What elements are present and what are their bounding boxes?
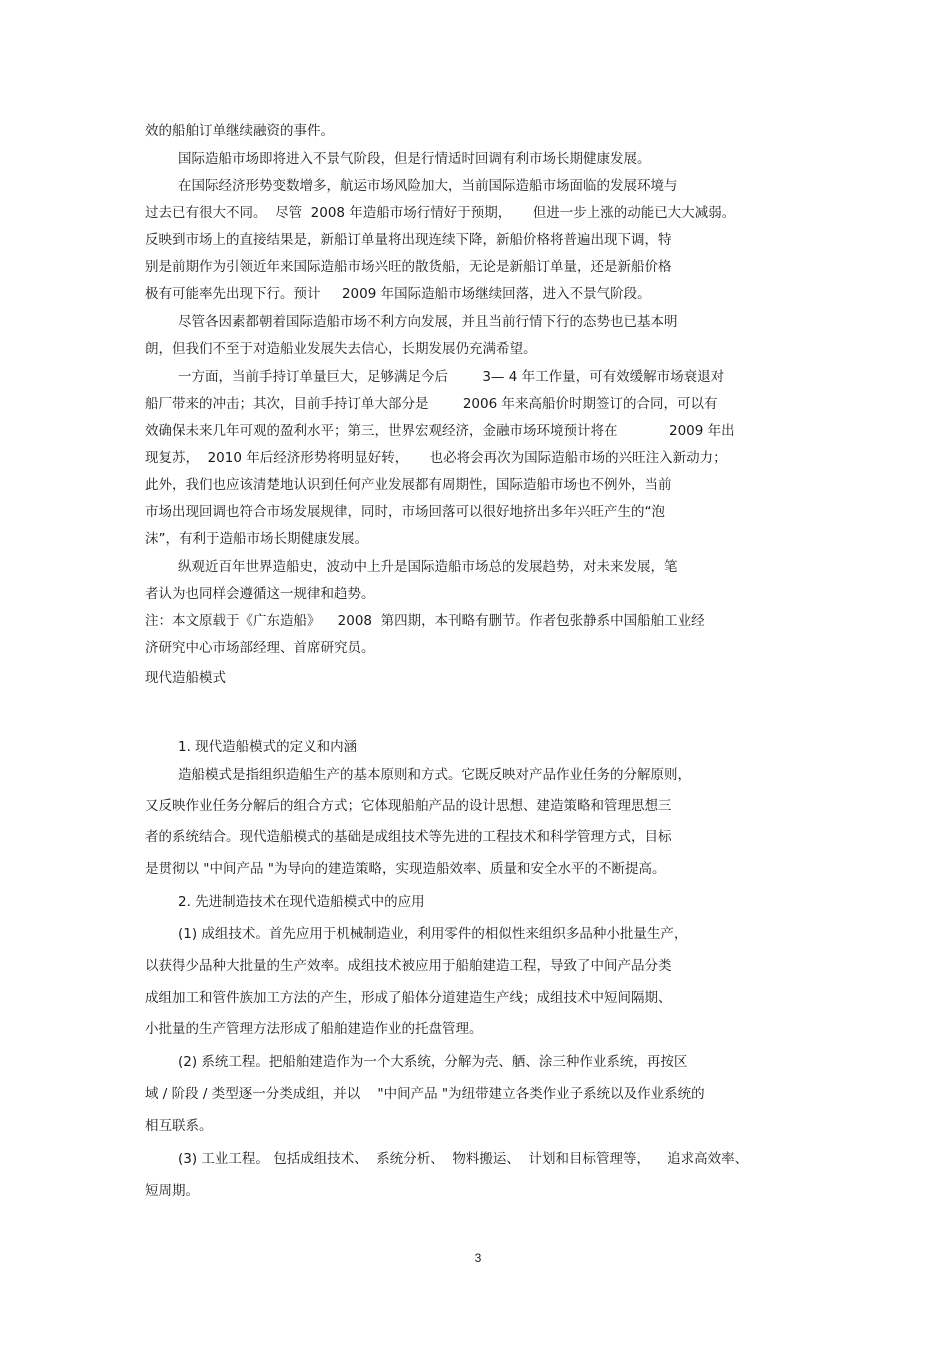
text-line: 国际造船市场即将进入不景气阶段，但是行情适时回调有利市场长期健康发展。: [178, 151, 651, 167]
text-line: 小批量的生产管理方法形成了船舶建造作业的托盘管理。: [145, 1021, 483, 1037]
section-heading: 现代造船模式: [145, 670, 226, 686]
note-line: 济研究中心市场部经理、首席研究员。: [145, 640, 375, 656]
text-line: 过去已有很大不同。 尽管 2008 年造船市场行情好于预期， 但进一步上涨的动能已大大减弱。: [145, 205, 736, 221]
text-line: 成组加工和管件族加工方法的产生，形成了船体分道建造生产线；成组技术中短间隔期、: [145, 990, 672, 1006]
page-number: 3: [474, 1251, 482, 1265]
text-line: 船厂带来的冲击；其次，目前手持订单大部分是 2006 年来高船价时期签订的合同，可以有: [145, 396, 718, 412]
subsection-heading: 2. 先进制造技术在现代造船模式中的应用: [178, 894, 425, 910]
subsection-heading: 1. 现代造船模式的定义和内涵: [178, 739, 358, 755]
text-line: 在国际经济形势变数增多，航运市场风险加大，当前国际造船市场面临的发展环境与: [178, 178, 678, 194]
text-line: (1) 成组技术。首先应用于机械制造业，利用零件的相似性来组织多品种小批量生产，: [178, 926, 688, 942]
text-line: 极有可能率先出现下行。预计 2009 年国际造船市场继续回落，进入不景气阶段。: [145, 286, 651, 302]
text-line: 沫”，有利于造船市场长期健康发展。: [145, 531, 368, 547]
text-line: 以获得少品种大批量的生产效率。成组技术被应用于船舶建造工程，导致了中间产品分类: [145, 958, 672, 974]
text-line: 者认为也同样会遵循这一规律和趋势。: [145, 586, 375, 602]
text-line: 短周期。: [145, 1183, 199, 1199]
text-line: 效的船舶订单继续融资的事件。: [145, 123, 334, 139]
text-line: 效确保未来几年可观的盈利水平；第三，世界宏观经济，金融市场环境预计将在 2009 年出: [145, 423, 735, 439]
text-line: 一方面，当前手持订单量巨大，足够满足今后 3— 4 年工作量，可有效缓解市场衰退对: [178, 369, 725, 385]
text-line: 者的系统结合。现代造船模式的基础是成组技术等先进的工程技术和科学管理方式，目标: [145, 829, 672, 845]
text-line: 域 / 阶段 / 类型逐一分类成组，并以 "中间产品 "为纽带建立各类作业子系统以及作业系统的: [145, 1086, 705, 1102]
text-line: 现复苏， 2010 年后经济形势将明显好转， 也必将会再次为国际造船市场的兴旺注入新动力；: [145, 450, 727, 466]
text-line: 此外，我们也应该清楚地认识到任何产业发展都有周期性，国际造船市场也不例外，当前: [145, 477, 672, 493]
text-line: 市场出现回调也符合市场发展规律，同时，市场回落可以很好地挤出多年兴旺产生的“泡: [145, 504, 665, 520]
text-line: 反映到市场上的直接结果是，新船订单量将出现连续下降，新船价格将普遍出现下调，特: [145, 232, 672, 248]
text-line: 别是前期作为引领近年来国际造船市场兴旺的散货船，无论是新船订单量，还是新船价格: [145, 259, 672, 275]
text-line: 纵观近百年世界造船史，波动中上升是国际造船市场总的发展趋势，对未来发展，笔: [178, 559, 678, 575]
text-line: 是贯彻以 "中间产品 "为导向的建造策略，实现造船效率、质量和安全水平的不断提高。: [145, 861, 666, 877]
text-line: 造船模式是指组织造船生产的基本原则和方式。它既反映对产品作业任务的分解原则，: [178, 767, 691, 783]
note-line: 注：本文原载于《广东造船》 2008 第四期，本刊略有删节。作者包张静系中国船舶工业经: [145, 613, 705, 629]
text-line: 朗，但我们不至于对造船业发展失去信心，长期发展仍充满希望。: [145, 341, 537, 357]
text-line: (2) 系统工程。把船舶建造作为一个大系统，分解为壳、舾、涂三种作业系统，再按区: [178, 1054, 688, 1070]
text-line: (3) 工业工程。 包括成组技术、 系统分析、 物料搬运、 计划和目标管理等， 追求高效率、: [178, 1151, 749, 1167]
text-line: 相互联系。: [145, 1118, 213, 1134]
text-line: 尽管各因素都朝着国际造船市场不利方向发展，并且当前行情下行的态势也已基本明: [178, 314, 678, 330]
text-line: 又反映作业任务分解后的组合方式；它体现船舶产品的设计思想、建造策略和管理思想三: [145, 798, 672, 814]
